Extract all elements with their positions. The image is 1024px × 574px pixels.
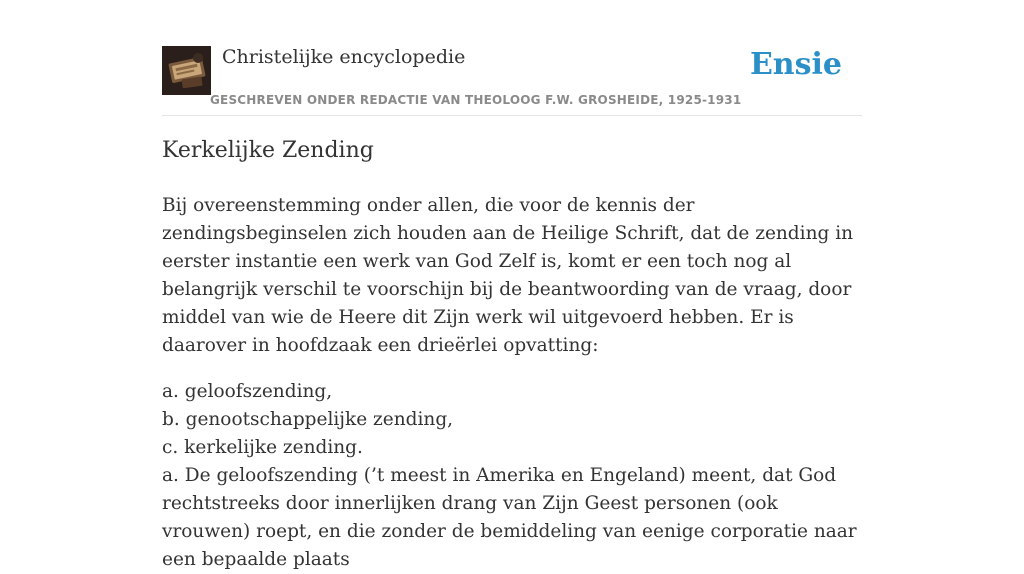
page [162,0,862,570]
site-title[interactable]: Christelijke encyclopedie [222,46,466,68]
list-item: c. kerkelijke zending. [162,437,363,458]
article-body [162,192,862,574]
article-intro-paragraph: Bij overeenstemming onder allen, die voor de kennis der zendingsbeginselen zich houden aan de Heilige Schrift, dat de zending in eerster instantie een werk van God Zelf is, komt er een toch nog al belangrijk verschil te voorschijn bij de beantwoording van de vraag, door middel van wie de Heere dit Zijn werk wil uitgevoerd hebben. Er is daarover in hoofdzaak een drieërlei opvatting: [162,195,854,356]
site-subtitle: GESCHREVEN ONDER REDACTIE VAN THEOLOOG F.W. GROSHEIDE, 1925-1931 [210,93,742,107]
site-header [162,0,862,116]
article-title: Kerkelijke Zending [162,138,374,163]
list-item: b. genootschappelijke zending, [162,409,454,430]
ensie-brand-link[interactable]: Ensie [749,47,842,82]
book-photo-icon [162,46,211,95]
list-item: a. geloofszending, [162,381,333,402]
article-continuation-paragraph: a. De geloofszending (’t meest in Amerika en Engeland) meent, dat God rechtstreeks door innerlijken drang van Zijn Geest personen (ook vrouwen) roept, en die zonder de bemiddeling van eenige corporatie naar een bepaalde plaats [162,465,857,570]
article-list [162,378,862,574]
site-logo[interactable] [162,46,211,95]
